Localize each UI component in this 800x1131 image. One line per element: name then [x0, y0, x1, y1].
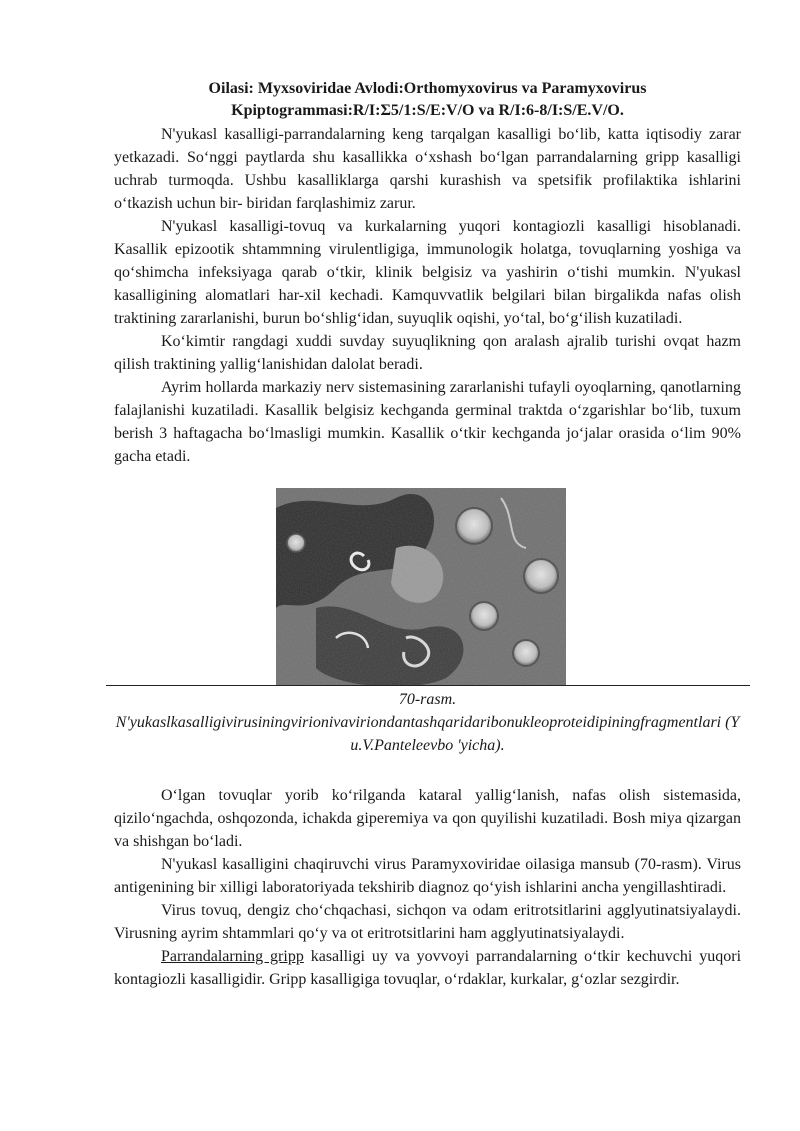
paragraph: Ko‘kimtir rangdagi xuddi suvday suyuqlikning qon aralash ajralib turishi ovqat hazm qilish traktining yallig‘lanishidan dalolat beradi. — [114, 333, 741, 373]
paragraph: N'yukasl kasalligi-parrandalarning keng tarqalgan kasalligi bo‘lib, katta iqtisodiy zarar yetkazadi. So‘nggi paytlarda shu kasallikka o‘xshash bo‘lgan parrandalarning gripp kasalligi uchrab turmoqda. Ushbu kasalliklarga qarshi kurashish va spetsifik profilaktika ishlarini o‘tkazish uchun bir- biridan farqlashimiz zarur. — [114, 126, 741, 212]
heading-line-cryptogram: Kpiptogrammasi:R/I:Σ5/1:S/E:V/O va R/I:6-8/I:S/E.V/O. — [231, 102, 624, 119]
figure-number: 70-rasm. — [398, 691, 457, 708]
electron-micrograph-figure — [276, 488, 566, 685]
paragraph-text: kasalligi uy va yovvoyi parrandalarning o‘tkir kechuvchi yuqori kontagiozli kasalligidir. Gripp kasalligiga tovuqlar, o‘rdaklar, kurkalar, g‘ozlar sezgirdir. — [114, 948, 742, 988]
paragraph: Virus tovuq, dengiz cho‘chqachasi, sichqon va odam eritrotsitlarini agglyutinatsiyalaydi. Virusning ayrim shtammlari qo‘y va ot eritrotsitlarini ham agglyutinatsiyalaydi. — [114, 902, 741, 942]
bird-flu-link[interactable]: Parrandalarning gripp — [161, 948, 304, 965]
paragraph: N'yukasl kasalligini chaqiruvchi virus Paramyxoviridae oilasiga mansub (70-rasm). Virus antigenining bir xilligi laboratoriyada tekshirib diagnoz qo‘yish ishlarini ancha yengillashtiradi. — [114, 856, 741, 896]
paragraph: O‘lgan tovuqlar yorib ko‘rilganda kataral yallig‘lanish, nafas olish sistemasida, qizilo‘ngachda, oshqozonda, ichakda giperemiya va qon quyilishi kuzatiladi. Bosh miya qizargan va shishgan bo‘ladi. — [114, 787, 741, 850]
figure-divider-line — [106, 685, 750, 686]
text-block-upper — [114, 123, 741, 468]
micrograph-image — [276, 488, 566, 685]
paragraph: Ayrim hollarda markaziy nerv sistemasining zararlanishi tufayli oyoqlarning, qanotlarning falajlanishi kuzatiladi. Kasallik belgisiz kechganda germinal traktda o‘zgarishlar bo‘lib, tuxum berish 3 haftagacha bo‘lmasligi mumkin. Kasallik o‘tkir kechganda jo‘jalar orasida o‘lim 90% gacha etadi. — [114, 379, 741, 465]
heading-line-family: Oilasi: Myxsoviridae Avlodi:Orthomyxovirus va Paramyxovirus — [208, 80, 647, 97]
figure-caption — [114, 688, 741, 757]
figure-caption-text: N'yukaslkasalligivirusiningvirionivaviriondantashqaridaribonukleoproteidipiningfragmentlari (Yu.V.Panteleevbo 'yicha). — [115, 714, 740, 754]
section-heading — [114, 78, 741, 122]
paragraph: N'yukasl kasalligi-tovuq va kurkalarning yuqori kontagiozli kasalligi hisoblanadi. Kasallik epizootik shtammning virulentligiga, immunologik holatga, tovuqlarning yoshiga va qo‘shimcha infeksiyaga qarab o‘tkir, klinik belgisiz va yashirin o‘tishi mumkin. N'yukasl kasalligining alomatlari har-xil kechadi. Kamquvvatlik belgilari bilan birgalikda nafas olish traktining zararlanishi, burun bo‘shlig‘idan, suyuqlik oqishi, yo‘tal, bo‘g‘ilish kuzatiladi. — [114, 218, 741, 327]
paragraph-bird-flu — [114, 945, 741, 991]
text-block-lower — [114, 784, 741, 991]
